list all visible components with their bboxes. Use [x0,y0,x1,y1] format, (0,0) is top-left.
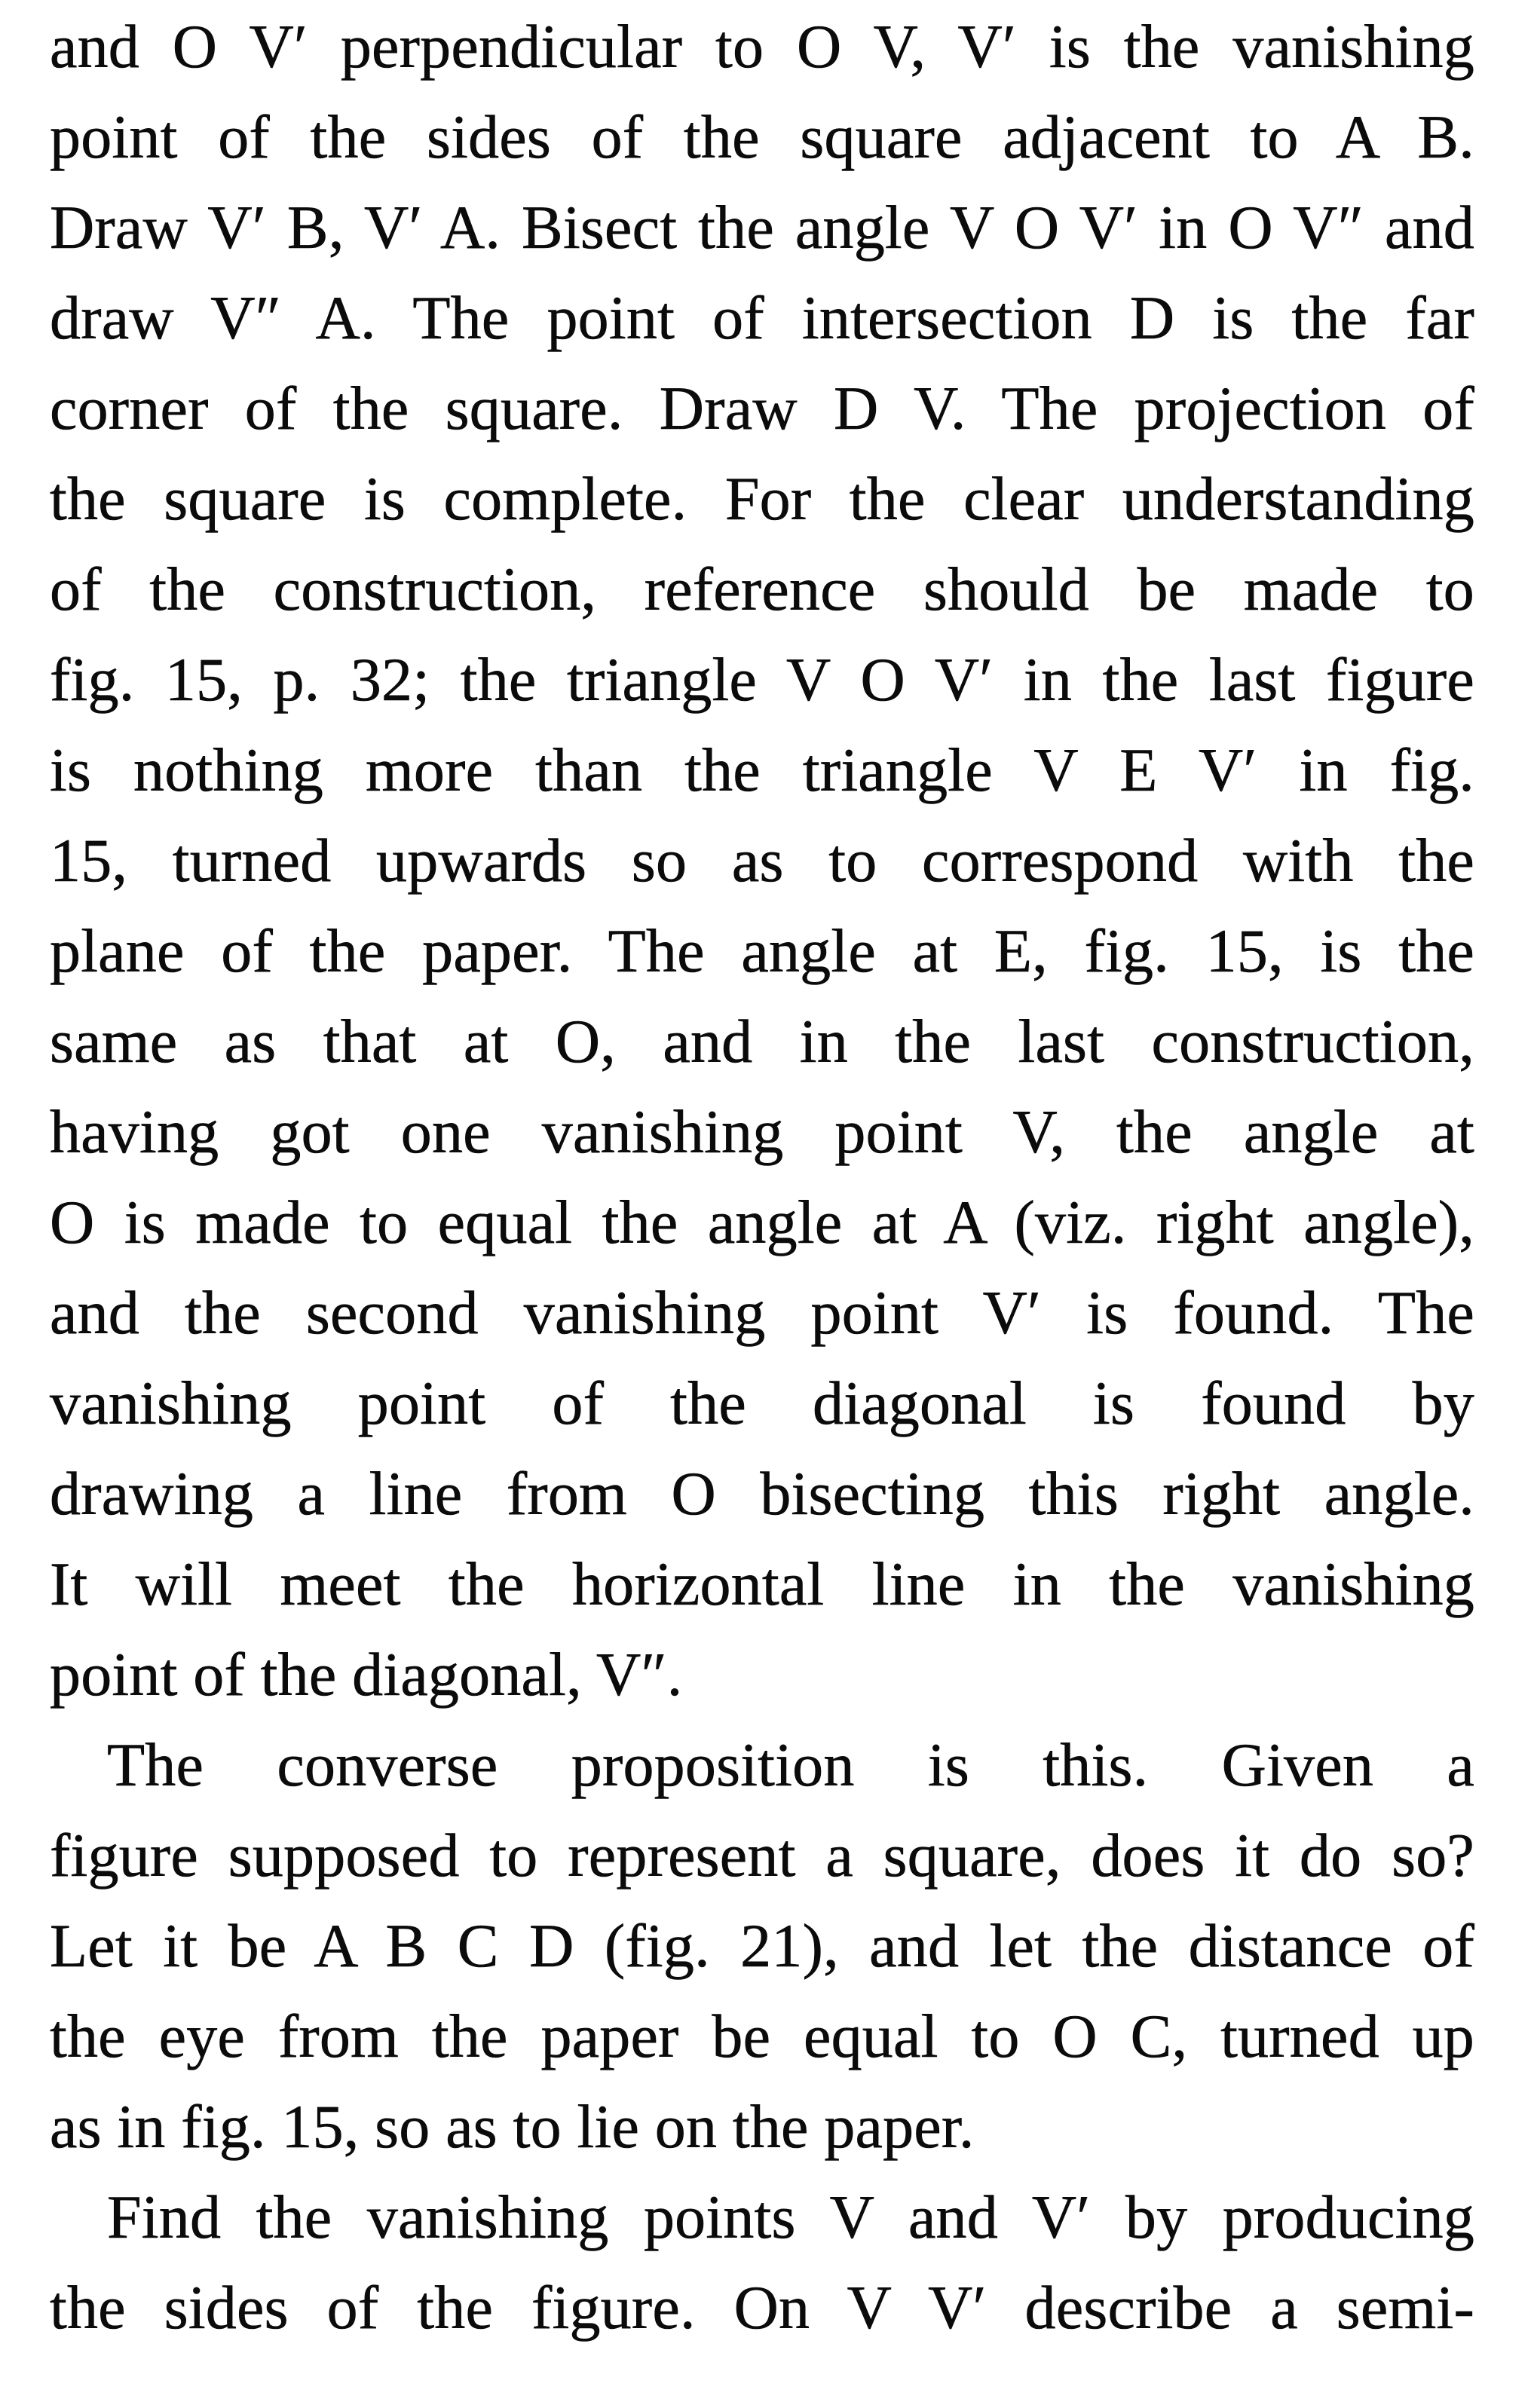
text-line-17: drawing a line from O bisecting this right angle. [50,1459,1474,1528]
text-line-16: vanishing point of the diagonal is found by [50,1369,1474,1437]
text-line-26: the sides of the figure. On V V′ describe a semi- [50,2273,1474,2342]
text-line-10: 15, turned upwards so as to correspond with the [50,826,1474,895]
text-line-24: as in fig. 15, so as to lie on the paper. [50,2092,975,2161]
text-line-7: of the construction, reference should be made to [50,555,1474,623]
text-line-25: Find the vanishing points V and V′ by producing [107,2183,1474,2251]
text-line-20: The converse proposition is this. Given a [107,1730,1474,1799]
text-line-8: fig. 15, p. 32; the triangle V O V′ in the last figure [50,645,1474,714]
text-line-23: the eye from the paper be equal to O C, turned up [50,2002,1474,2070]
text-line-15: and the second vanishing point V′ is found. The [50,1278,1474,1347]
text-line-9: is nothing more than the triangle V E V′ in fig. [50,736,1474,804]
text-line-1: and O V′ perpendicular to O V, V′ is the vanishing [50,12,1474,81]
text-line-21: figure supposed to represent a square, does it do so? [50,1821,1474,1889]
text-line-14: O is made to equal the angle at A (viz. right angle), [50,1188,1474,1256]
text-line-18: It will meet the horizontal line in the vanishing [50,1550,1474,1618]
text-line-3: Draw V′ B, V′ A. Bisect the angle V O V′ in O V″ and [50,193,1474,262]
text-line-5: corner of the square. Draw D V. The projection of [50,374,1474,442]
text-line-22: Let it be A B C D (fig. 21), and let the distance of [50,1911,1474,1980]
text-line-12: same as that at O, and in the last construction, [50,1007,1474,1075]
text-line-11: plane of the paper. The angle at E, fig. 15, is the [50,916,1474,985]
text-line-2: point of the sides of the square adjacent to A B. [50,103,1474,171]
text-line-19: point of the diagonal, V″. [50,1640,683,1709]
text-line-6: the square is complete. For the clear understanding [50,464,1474,533]
text-line-13: having got one vanishing point V, the angle at [50,1097,1474,1166]
text-line-4: draw V″ A. The point of intersection D is the far [50,283,1474,352]
